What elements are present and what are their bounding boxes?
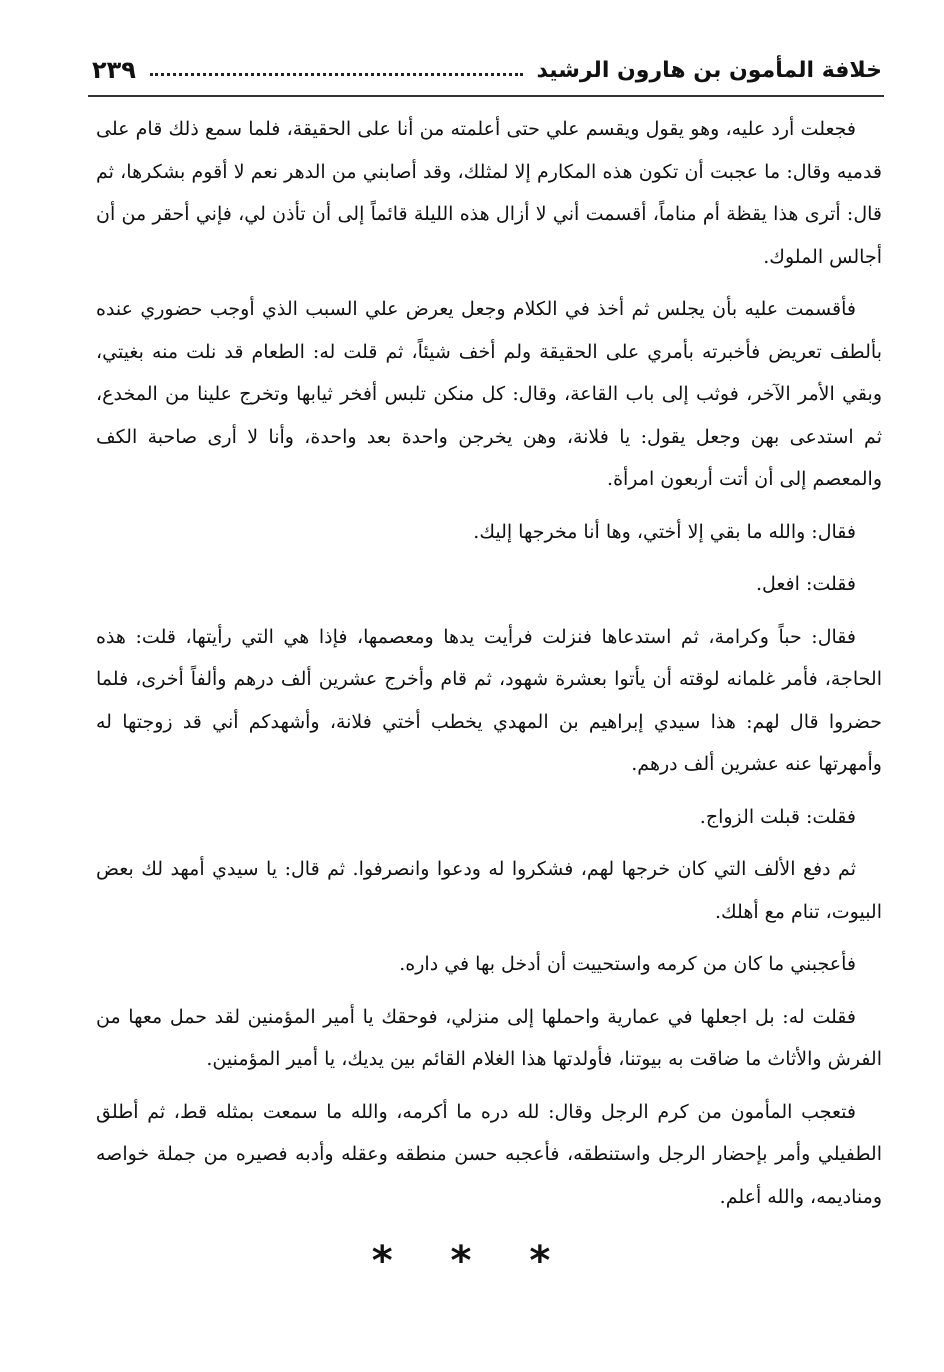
paragraph: فقلت: قبلت الزواج. — [699, 805, 856, 828]
paragraph: فتعجب المأمون من كرم الرجل وقال: لله دره ما أكرمه، والله ما سمعت بمثله قط، ثم أطلق الطفيلي وأمر بإحضار الرجل واستنطقه، فأعجبه حسن منطقه وعقله وأدبه فصيره من جملة خواصه ومناديمه، والله أعلم. — [96, 1100, 882, 1208]
body-text — [96, 108, 882, 1228]
paragraph: فأعجبني ما كان من كرمه واستحييت أن أدخل بها في داره. — [399, 953, 856, 975]
chapter-title: خلافة المأمون بن هارون الرشيد — [536, 57, 882, 83]
leader-dots — [150, 73, 523, 76]
paragraph: فقلت: افعل. — [755, 573, 856, 595]
paragraph: فقلت له: بل اجعلها في عمارية واحملها إلى منزلي، فوحقك يا أمير المؤمنين لقد حمل معها من الفرش والأثاث ما ضاقت به بيوتنا، فأولدتها هذا الغلام القائم بين يديك، يا أمير المؤمنين. — [96, 1005, 882, 1070]
paragraph: فجعلت أرد عليه، وهو يقول ويقسم علي حتى أعلمته من أنا على الحقيقة، فلما سمع ذلك قام على قدميه وقال: ما عجبت أن تكون هذه المكارم إلا لمثلك، وقد أصابني من الدهر نعم لا أقوم بشكرها، ثم قال: أترى هذا يقظة أم مناماً، أقسمت أني لا أزال هذه الليلة قائماً إلى أن تأذن لي، فإني أحقر من أن أجالس الملوك. — [96, 118, 882, 268]
header-divider — [88, 95, 884, 97]
page-number: ٢٣٩ — [92, 56, 136, 84]
paragraph: فأقسمت عليه بأن يجلس ثم أخذ في الكلام وجعل يعرض علي السبب الذي أوجب حضوري عنده بألطف تعريض فأخبرته بأمري على الحقيقة ولم أخف شيئاً، ثم قلت له: الطعام قد نلت منه بغيتي، وبقي الأمر الآخر، فوثب إلى باب القاعة، وقال: كل منكن تلبس أفخر ثيابها وتخرج علينا من المخدع، ثم استدعى بهن وجعل يقول: يا فلانة، وهن يخرجن واحدة بعد واحدة، وأنا لا أرى صاحبة الكف والمعصم إلى أن أتت أربعون امرأة. — [96, 298, 882, 490]
running-header — [92, 48, 882, 92]
section-separator: * * * — [371, 1238, 573, 1284]
paragraph: فقال: حباً وكرامة، ثم استدعاها فنزلت فرأيت يدها ومعصمها، فإذا هي التي رأيتها، قلت: هذه الحاجة، فأمر غلمانه لوقته أن يأتوا بعشرة شهود، ثم قام وأخرج عشرين ألف درهم وألفاً أخرى، فلما حضروا قال لهم: هذا سيدي إبراهيم بن المهدي يخطب أختي فلانة، وأشهدكم أني قد زوجتها له وأمهرتها عنه عشرين ألف درهم. — [96, 625, 882, 775]
paragraph: ثم دفع الألف التي كان خرجها لهم، فشكروا له ودعوا وانصرفوا. ثم قال: يا سيدي أمهد لك بعض البيوت، تنام مع أهلك. — [96, 858, 882, 923]
paragraph: فقال: والله ما بقي إلا أختي، وها أنا مخرجها إليك. — [473, 520, 856, 543]
